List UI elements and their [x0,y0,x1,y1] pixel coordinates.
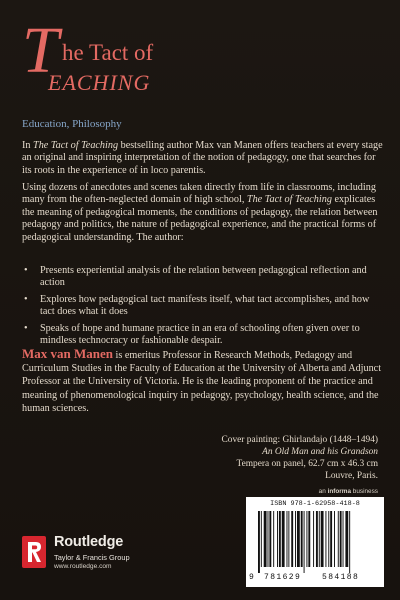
list-item-text: Explores how pedagogical tact manifests itself, what tact accomplishes, and how tact does what it does [40,293,370,318]
publisher-subtitle: Taylor & Francis Group [54,553,130,562]
barcode-digits-right: 584188 [322,573,360,582]
routledge-logo-icon [22,536,46,568]
informa-brand: informa [327,488,351,495]
barcode-digits-left: 781629 [264,573,302,582]
barcode-digit-first: 9 [249,573,254,582]
description-paragraph [22,182,384,244]
publisher-url: www.routledge.com [54,563,112,570]
cover-credit-line: Cover painting: Ghirlandajo (1448–1494) [221,435,378,445]
book-title [22,14,322,98]
cover-credit-line: Louvre, Paris. [325,471,378,481]
intro-text-start: In [22,140,34,151]
list-item-text: Presents experiential analysis of the relation between pedagogical reflection and action [40,265,367,289]
intro-paragraph [22,140,384,177]
list-item [22,323,384,348]
description-text-start: Using dozens of anecdotes and scenes taken directly from life in classrooms, including many from the often-neglected domain of high school, [22,182,376,206]
cover-credit-painting-title: An Old Man and his Grandson [262,447,378,457]
isbn-barcode [246,497,384,587]
publisher-name: Routledge [54,534,124,550]
cover-credit-line: Tempera on panel, 62.7 cm x 46.3 cm [236,459,378,469]
cover-credit [118,434,378,482]
author-bio-text: is emeritus Professor in Research Methods, Pedagogy and Curriculum Studies in the Faculty of Education at the University of Alberta and Adjunct Professor at the University of Victoria. He is the leading proponent of the practice and meaning of phenomenological inquiry in pedagogy, psychology, health science, and the human sciences. [22,350,382,414]
publisher-block [22,534,202,574]
title-line-1: he Tact of [62,40,154,65]
intro-book-title: The Tact of Teaching [33,140,119,151]
isbn-number: ISBN 978-1-62958-418-8 [270,500,360,508]
author-bio [22,347,384,415]
informa-tagline [319,488,378,495]
title-line-2: EACHING [48,70,151,95]
bullet-icon: • [24,265,28,276]
description-book-title: The Tact of Teaching [246,194,332,206]
barcode-bars-icon [258,511,376,573]
title-initial: T [22,14,59,87]
list-item [22,265,384,290]
author-name: Max van Manen [22,346,113,361]
bullet-icon: • [24,322,28,334]
informa-pre: an [318,488,328,495]
feature-list [22,265,384,351]
subject-category: Education, Philosophy [22,118,122,130]
list-item-text: Speaks of hope and humane practice in an era of schooling often given over to mindless technocracy or fashionable despair. [40,322,360,347]
intro-text-end: bestselling author Max van Manen offers teachers at every stage an original and inspiring interpretation of the notion of pedagogy, one that searches for its roots in the experience of in loco parentis. [22,140,383,176]
bullet-icon: • [24,293,28,305]
list-item [22,294,384,319]
barcode-digits [246,573,384,585]
description-text-end: explicates the meaning of pedagogical moments, the conditions of pedagogy, the relation between pedagogy and politics, the nature of pedagogical experience, and the practical forms of pedagogical understanding. The author: [22,194,378,243]
informa-post: business [351,488,378,495]
